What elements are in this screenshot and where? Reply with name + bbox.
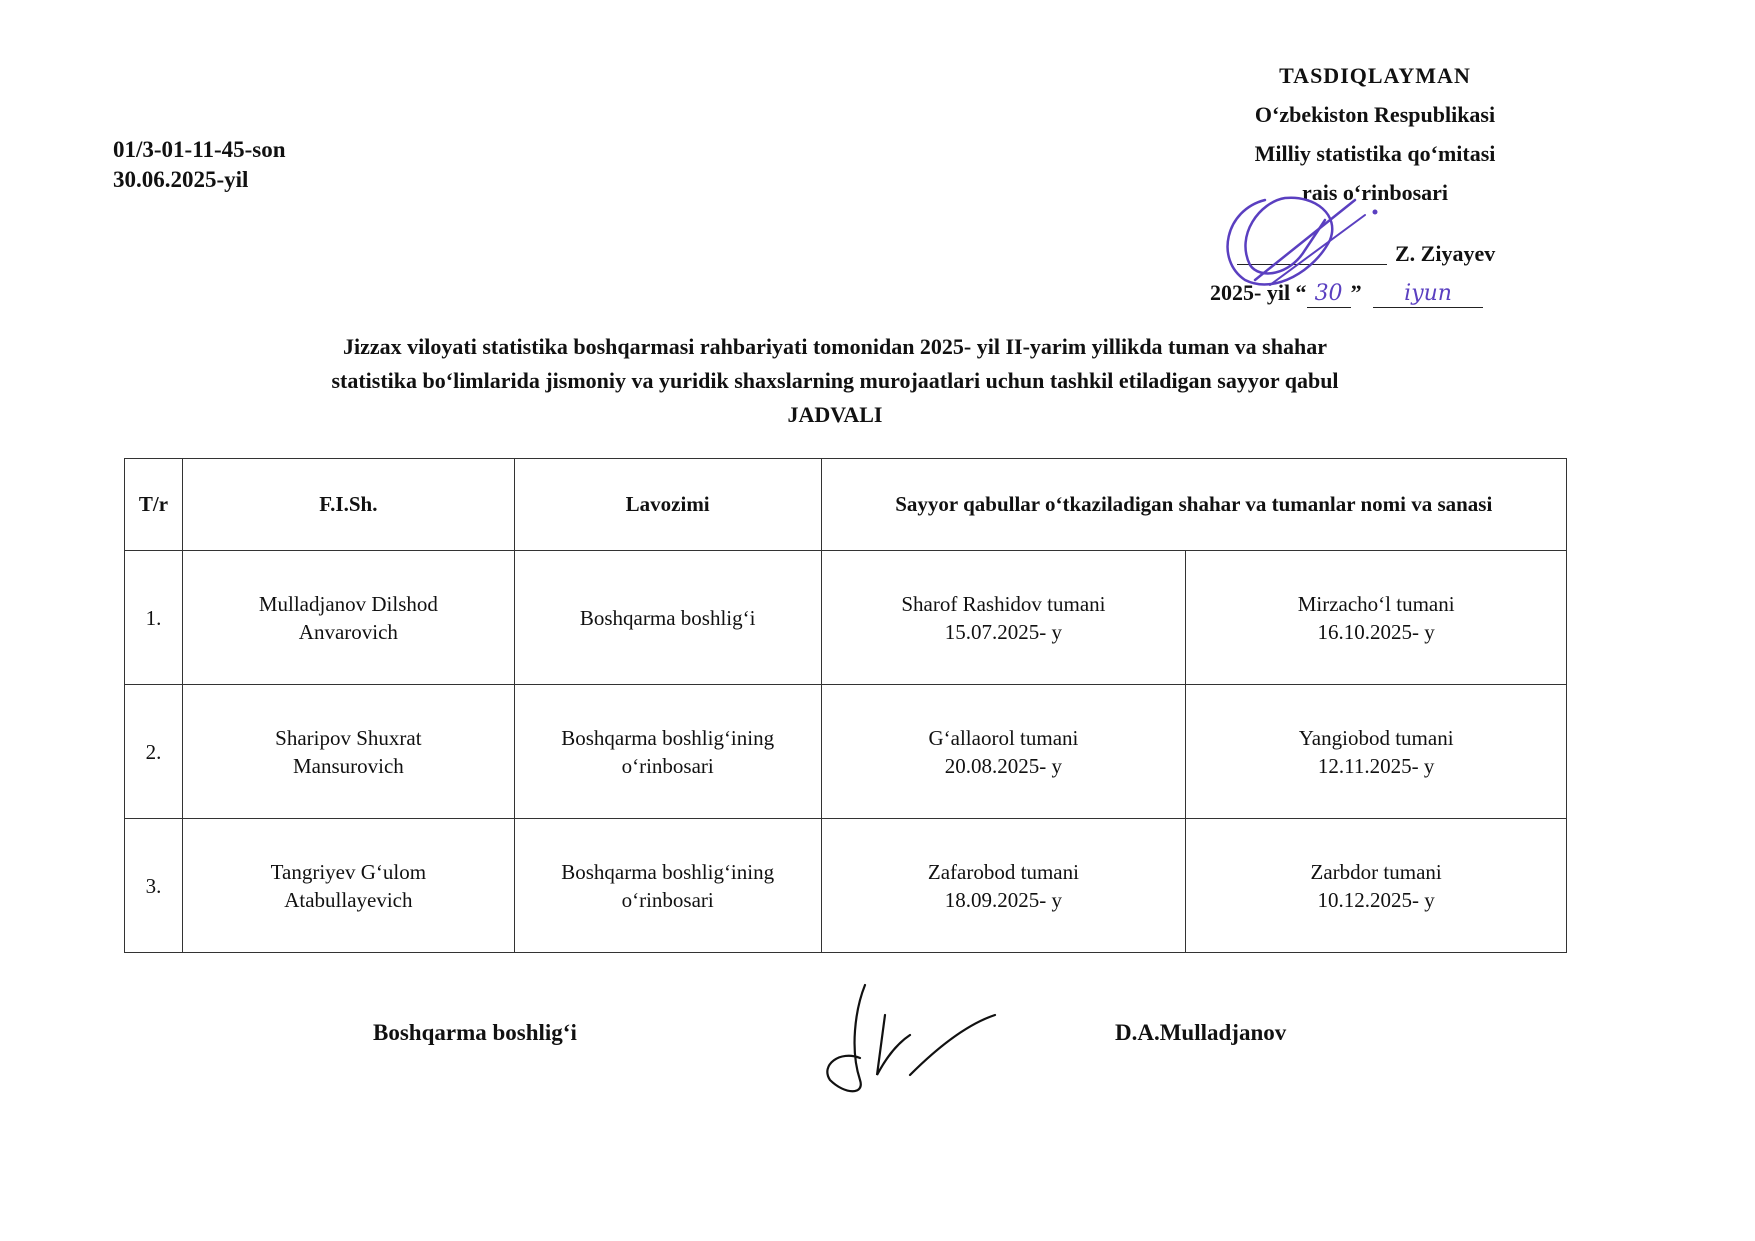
cell-num: 1.: [125, 551, 183, 685]
cell-name: [182, 685, 514, 819]
name-line: Atabullayevich: [284, 887, 413, 912]
document-reference: [113, 135, 286, 195]
approval-org-line1: O‘zbekiston Respublikasi: [1254, 102, 1496, 127]
position-line: Boshqarma boshlig‘ining: [561, 725, 775, 750]
name-line: Anvarovich: [298, 619, 398, 644]
approval-month: iyun: [1373, 281, 1483, 308]
header-name: F.I.Sh.: [182, 459, 514, 551]
header-num: T/r: [125, 459, 183, 551]
name-line: Tangriyev G‘ulom: [270, 859, 427, 884]
footer-name: D.A.Mulladjanov: [1115, 1020, 1287, 1045]
position-line: Boshqarma boshlig‘ining: [561, 859, 775, 884]
place-date: 15.07.2025- y: [944, 619, 1063, 644]
place-name: Zafarobod tumani: [927, 859, 1079, 884]
approval-heading: TASDIQLAYMAN: [1279, 63, 1471, 88]
cell-place: [1186, 685, 1567, 819]
title-line2: statistika bo‘limlarida jismoniy va yuridik shaxslarning murojaatlari uchun tashkil etiladigan sayyor qabul: [331, 368, 1339, 393]
header-position: Lavozimi: [514, 459, 821, 551]
place-date: 18.09.2025- y: [944, 887, 1063, 912]
approval-position: rais o‘rinbosari: [1301, 180, 1449, 205]
place-date: 20.08.2025- y: [944, 753, 1063, 778]
approval-close-quote: ”: [1350, 280, 1362, 305]
header-places: Sayyor qabullar o‘tkaziladigan shahar va tumanlar nomi va sanasi: [821, 459, 1566, 551]
reference-date: 30.06.2025-yil: [113, 167, 249, 192]
place-name: Zarbdor tumani: [1310, 859, 1442, 884]
position-line: o‘rinbosari: [621, 887, 714, 912]
cell-num: 3.: [125, 819, 183, 953]
cell-place: [821, 551, 1186, 685]
position-line: Boshqarma boshlig‘i: [579, 605, 756, 630]
cell-position: [514, 819, 821, 953]
footer-signature: [815, 980, 1005, 1100]
place-date: 16.10.2025- y: [1317, 619, 1435, 644]
cell-num: 2.: [125, 685, 183, 819]
approval-signature: [1205, 180, 1405, 300]
approval-org-line2: Milliy statistika qo‘mitasi: [1254, 141, 1496, 166]
name-line: Mulladjanov Dilshod: [258, 591, 438, 616]
approval-year-label: 2025- yil “: [1210, 280, 1307, 305]
cell-place: [821, 685, 1186, 819]
footer-role: Boshqarma boshlig‘i: [373, 1020, 577, 1045]
reference-number: 01/3-01-11-45-son: [113, 137, 286, 162]
position-line: o‘rinbosari: [621, 753, 714, 778]
table-row: [125, 819, 1567, 953]
name-line: Mansurovich: [292, 753, 404, 778]
document-title: [150, 330, 1520, 432]
cell-position: [514, 551, 821, 685]
cell-name: [182, 819, 514, 953]
table-row: [125, 551, 1567, 685]
cell-place: [1186, 819, 1567, 953]
cell-position: [514, 685, 821, 819]
table-header-row: [125, 459, 1567, 551]
title-line3: JADVALI: [787, 402, 883, 427]
place-name: G‘allaorol tumani: [928, 725, 1079, 750]
table-row: [125, 685, 1567, 819]
schedule-table: [124, 458, 1567, 953]
place-name: Yangiobod tumani: [1298, 725, 1454, 750]
cell-place: [1186, 551, 1567, 685]
cell-name: [182, 551, 514, 685]
approval-signer: Z. Ziyayev: [1395, 241, 1496, 266]
approval-day: 30: [1307, 281, 1351, 308]
name-line: Sharipov Shuxrat: [275, 725, 422, 750]
title-line1: Jizzax viloyati statistika boshqarmasi rahbariyati tomonidan 2025- yil II-yarim yillikda tuman va shahar: [343, 334, 1327, 359]
place-date: 12.11.2025- y: [1317, 753, 1435, 778]
place-name: Sharof Rashidov tumani: [901, 591, 1106, 616]
cell-place: [821, 819, 1186, 953]
place-date: 10.12.2025- y: [1317, 887, 1435, 912]
place-name: Mirzacho‘l tumani: [1297, 591, 1455, 616]
